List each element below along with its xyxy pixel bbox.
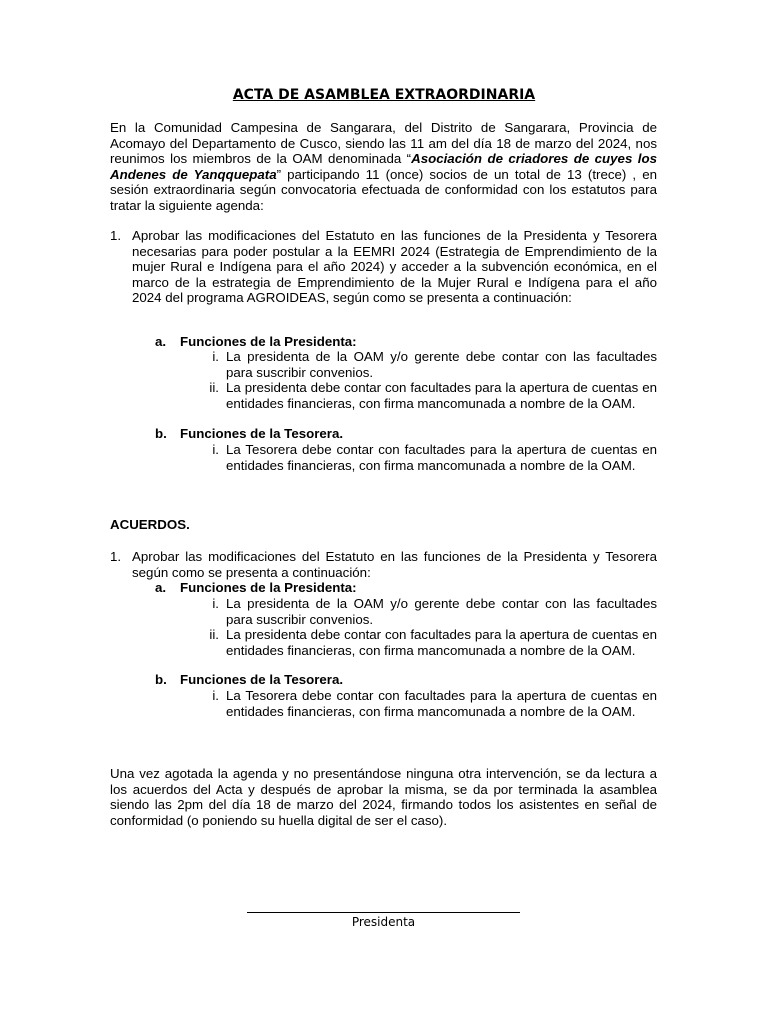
acuerdo-subitem-b [155, 672, 657, 688]
acuerdo-subitem-a [155, 580, 657, 596]
subitem-title: Funciones de la Tesorera. [180, 426, 344, 441]
roman-label: i. [212, 596, 219, 611]
agenda-b-item-i [195, 442, 657, 473]
roman-text: La presidenta debe contar con facultades para la apertura de cuentas en entidades financieras, con firma mancomunada a nombre de la OAM. [226, 627, 657, 658]
acuerdos-heading: ACUERDOS. [110, 517, 190, 532]
closing-paragraph: Una vez agotada la agenda y no presentándose ninguna otra intervención, se da lectura a los acuerdos del Acta y después de aprobar la misma, se da por terminada la asamblea siendo las 2pm del día 18 de marzo del 2024, firmando todos los asistentes en señal de conformidad (o poniendo su huella digital de ser el caso). [110, 766, 657, 828]
subitem-label: b. [155, 426, 167, 441]
roman-text: La presidenta debe contar con facultades para la apertura de cuentas en entidades financieras, con firma mancomunada a nombre de la OAM. [226, 380, 657, 411]
document-title: ACTA DE ASAMBLEA EXTRAORDINARIA [232, 87, 536, 103]
agenda-item-text: Aprobar las modificaciones del Estatuto en las funciones de la Presidenta y Tesorera necesarias para poder postular a la EEMRI 2024 (Estrategia de Emprendimiento de la mujer Rural e Indígena para el año 2024) y acceder a la subvención económica, en el marco de la estrategia de Emprendimiento de la Mujer Rural e Indígena para el año 2024 del programa AGROIDEAS, según como se presenta a continuación: [132, 228, 657, 305]
signature-label: Presidenta [351, 915, 416, 929]
agenda-a-item-i [195, 349, 657, 380]
subitem-label: a. [155, 580, 167, 595]
agenda-item-number: 1. [110, 228, 122, 243]
subitem-title: Funciones de la Presidenta: [180, 334, 357, 349]
agenda-a-item-ii [195, 380, 657, 411]
agenda-item [110, 228, 657, 306]
agenda-subitem-a [155, 334, 657, 350]
intro-text-1: En la Comunidad Campesina de Sangarara, del Distrito de Sangarara, Provincia de Acomayo del Departamento de Cusco, siendo las 11 am del día 18 de marzo del 2024, nos reunimos los miembros de la OAM denominada “ [110, 120, 657, 166]
acuerdo-a-item-i [195, 596, 657, 627]
roman-text: La presidenta de la OAM y/o gerente debe contar con las facultades para suscribir convenios. [226, 349, 657, 380]
organization-name: Asociación de criadores de cuyes los Andenes de Yanqquepata [110, 151, 657, 182]
subitem-label: a. [155, 334, 167, 349]
subitem-label: b. [155, 672, 167, 687]
signature-line [247, 912, 520, 913]
roman-text: La Tesorera debe contar con facultades para la apertura de cuentas en entidades financieras, con firma mancomunada a nombre de la OAM. [226, 688, 657, 719]
acuerdo-item-number: 1. [110, 549, 122, 564]
roman-label: ii. [209, 380, 219, 395]
roman-label: ii. [209, 627, 219, 642]
subitem-title: Funciones de la Tesorera. [180, 672, 344, 687]
roman-text: La Tesorera debe contar con facultades para la apertura de cuentas en entidades financieras, con firma mancomunada a nombre de la OAM. [226, 442, 657, 473]
agenda-subitem-b [155, 426, 657, 442]
subitem-title: Funciones de la Presidenta: [180, 580, 357, 595]
intro-paragraph [110, 120, 657, 213]
acuerdo-item-text: Aprobar las modificaciones del Estatuto en las funciones de la Presidenta y Tesorera según como se presenta a continuación: [132, 549, 657, 580]
roman-text: La presidenta de la OAM y/o gerente debe contar con las facultades para suscribir convenios. [226, 596, 657, 627]
acuerdo-a-item-ii [195, 627, 657, 658]
intro-text-2: ” participando 11 (once) socios de un total de 13 (trece) , en sesión extraordinaria según convocatoria efectuada de conformidad con los estatutos para tratar la siguiente agenda: [110, 166, 657, 213]
roman-label: i. [212, 688, 219, 703]
acuerdo-item [110, 549, 657, 580]
roman-label: i. [212, 442, 219, 457]
acuerdo-b-item-i [195, 688, 657, 719]
roman-label: i. [212, 349, 219, 364]
